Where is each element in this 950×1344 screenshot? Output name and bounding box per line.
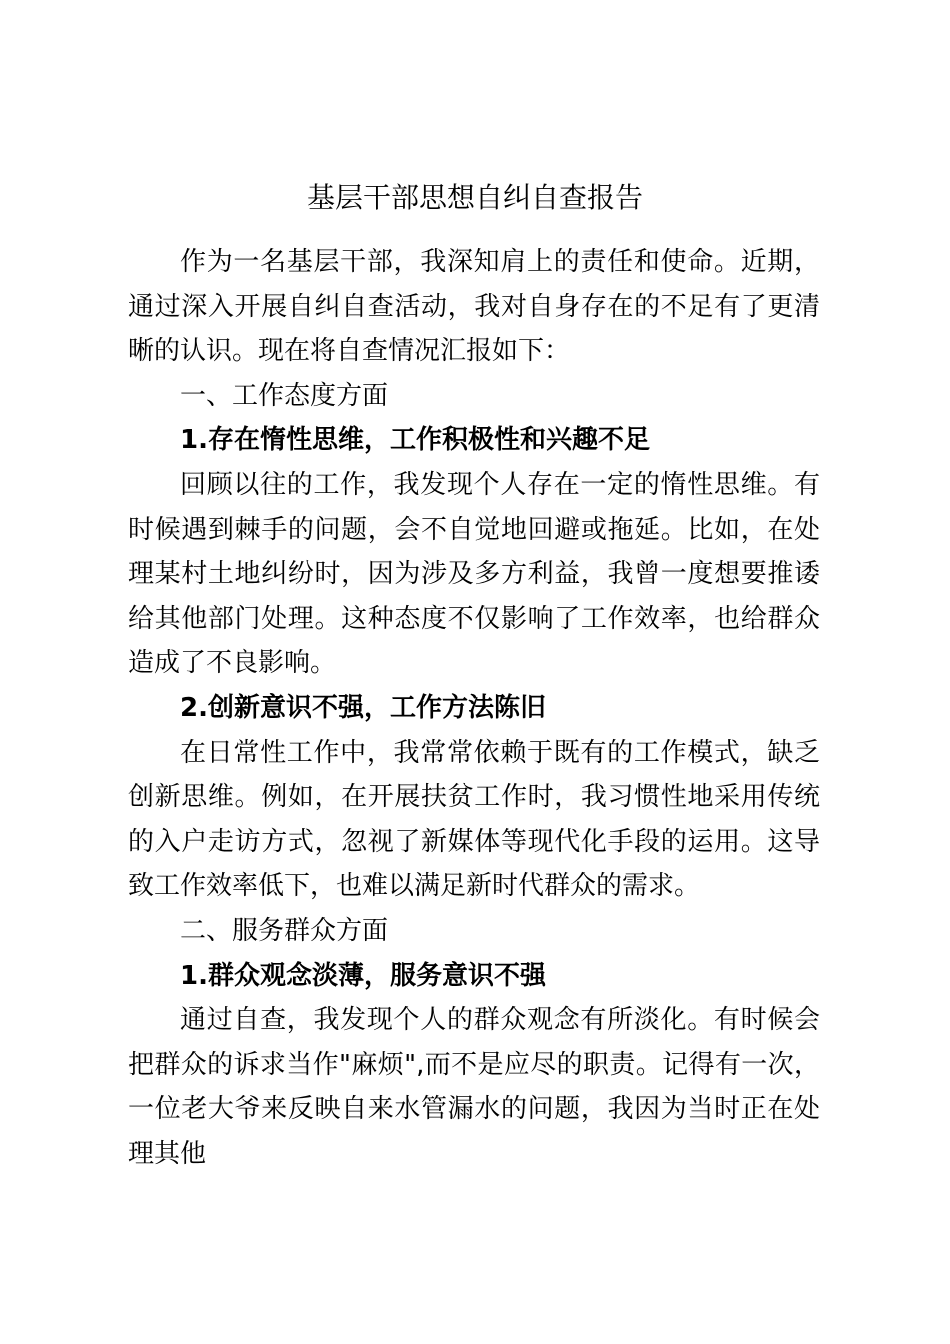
paragraph-innovation: 在日常性工作中，我常常依赖于既有的工作模式，缺乏创新思维。例如，在开展扶贫工作时，我习惯性地采用传统的入户走访方式，忽视了新媒体等现代化手段的运用。这导致工作效率低下，也难以满足新时代群众的需求。 — [128, 737, 820, 902]
paragraph-mass-awareness: 通过自查，我发现个人的群众观念有所淡化。有时候会把群众的诉求当作"麻烦",而不是应尽的职责。记得有一次，一位老大爷来反映自来水管漏水的问题，我因为当时正在处理其他 — [128, 1005, 820, 1169]
subheading-inertia: 1.存在惰性思维，工作积极性和兴趣不足 — [180, 425, 650, 456]
subheading-mass-awareness: 1.群众观念淡薄，服务意识不强 — [180, 960, 546, 991]
section-heading-serving-masses: 二、服务群众方面 — [180, 915, 389, 946]
section-heading-work-attitude: 一、工作态度方面 — [180, 380, 389, 411]
subheading-innovation: 2.创新意识不强，工作方法陈旧 — [180, 692, 546, 723]
intro-paragraph: 作为一名基层干部，我深知肩上的责任和使命。近期，通过深入开展自纠自查活动，我对自身存在的不足有了更清晰的认识。现在将自查情况汇报如下： — [128, 247, 820, 367]
document-body — [128, 240, 820, 1176]
paragraph-inertia: 回顾以往的工作，我发现个人存在一定的惰性思维。有时候遇到棘手的问题，会不自觉地回避或拖延。比如，在处理某村土地纠纷时，因为涉及多方利益，我曾一度想要推诿给其他部门处理。这种态度不仅影响了工作效率，也给群众造成了不良影响。 — [128, 469, 820, 679]
document-title: 基层干部思想自纠自查报告 — [306, 181, 643, 214]
